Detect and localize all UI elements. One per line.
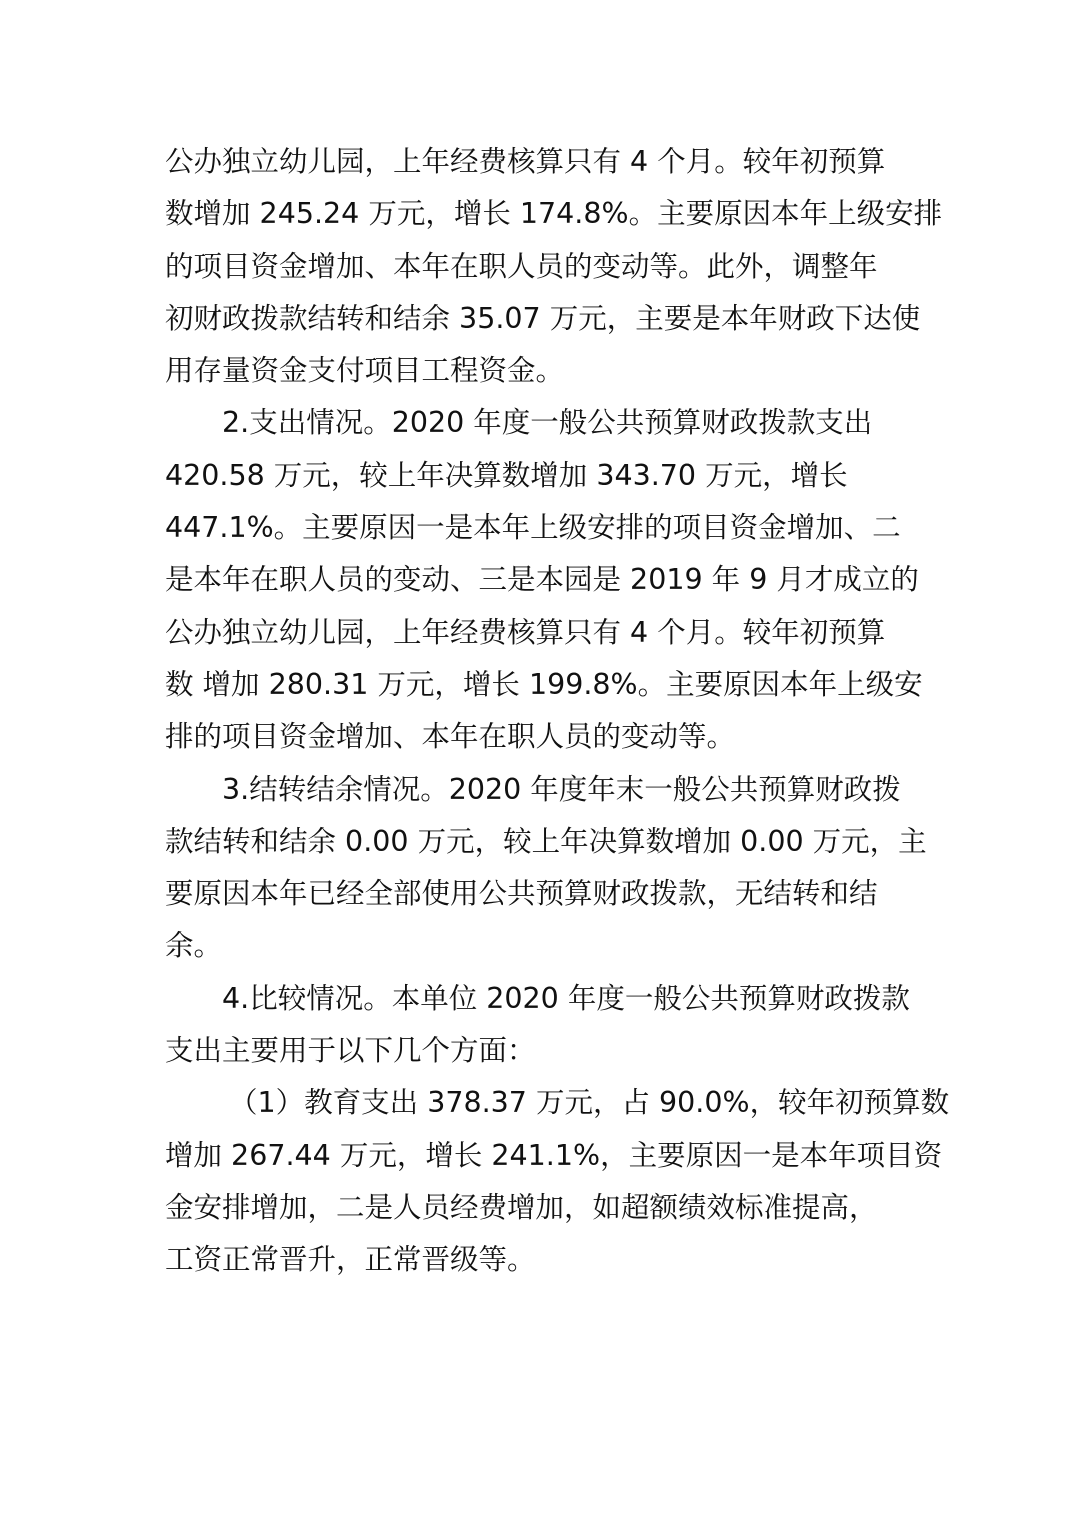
section-heading-comparison: 4.比较情况。本单位 2020 年度一般公共预算财政拨款 xyxy=(222,981,910,1015)
text-line: 要原因本年已经全部使用公共预算财政拨款，无结转和结 xyxy=(165,877,878,911)
text-line: 的项目资金增加、本年在职人员的变动等。此外，调整年 xyxy=(165,249,878,283)
section-heading-expenditure: 2.支出情况。2020 年度一般公共预算财政拨款支出 xyxy=(222,406,873,440)
section-heading-carryover: 3.结转结余情况。2020 年度年末一般公共预算财政拨 xyxy=(222,772,901,806)
text-line: 数增加 245.24 万元，增长 174.8%。主要原因本年上级安排 xyxy=(165,197,943,231)
text-line: 增加 267.44 万元，增长 241.1%，主要原因一是本年项目资 xyxy=(165,1138,943,1172)
text-line: 420.58 万元，较上年决算数增加 343.70 万元，增长 xyxy=(165,458,848,492)
text-line: 金安排增加，二是人员经费增加，如超额绩效标准提高， xyxy=(165,1190,878,1224)
text-line: 余。 xyxy=(165,929,223,963)
text-line: 447.1%。主要原因一是本年上级安排的项目资金增加、二 xyxy=(165,511,901,545)
list-item-education: （1）教育支出 378.37 万元，占 90.0%，较年初预算数 xyxy=(229,1086,950,1120)
text-line: 公办独立幼儿园，上年经费核算只有 4 个月。较年初预算 xyxy=(165,615,886,649)
text-line: 初财政拨款结转和结余 35.07 万元，主要是本年财政下达使 xyxy=(165,301,921,335)
text-line: 是本年在职人员的变动、三是本园是 2019 年 9 月才成立的 xyxy=(165,563,919,597)
text-line: 排的项目资金增加、本年在职人员的变动等。 xyxy=(165,720,736,754)
text-line: 数 增加 280.31 万元，增长 199.8%。主要原因本年上级安 xyxy=(165,667,923,701)
body-text xyxy=(165,136,950,1287)
text-line: 支出主要用于以下几个方面： xyxy=(165,1034,536,1068)
text-line: 工资正常晋升，正常晋级等。 xyxy=(165,1243,536,1277)
text-line: 公办独立幼儿园，上年经费核算只有 4 个月。较年初预算 xyxy=(165,145,886,178)
text-line: 用存量资金支付项目工程资金。 xyxy=(165,354,565,388)
text-line: 款结转和结余 0.00 万元，较上年决算数增加 0.00 万元，主 xyxy=(165,824,927,858)
